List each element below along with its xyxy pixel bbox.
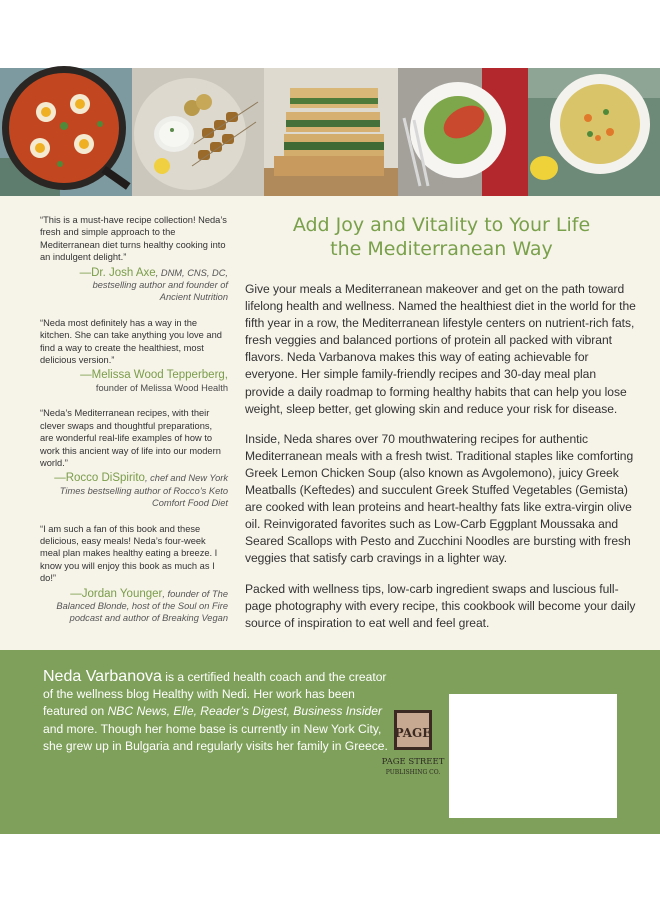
quote-jordan-younger: [40, 523, 228, 625]
quote-attribution: —Dr. Josh Axe, DNM, CNS, DC, bestselling author and founder of Ancient Nutrition: [79, 266, 228, 303]
quote-attribution: —Jordan Younger, founder of The Balanced Blonde, host of the Soul on Fire podcast and author of Breaking Vegan: [56, 587, 228, 624]
svg-text:PAGE STREET: PAGE STREET: [381, 757, 445, 767]
quote-author: —Jordan Younger: [70, 587, 163, 600]
paragraph: Packed with wellness tips, low-carb ingredient swaps and luscious full-page photography with every recipe, this cookbook will become your daily source of inspiration to eat well and feel great.: [245, 581, 636, 630]
author-bio: Neda Varbanova is a certified health coach and the creator of the wellness blog Healthy with Nedi. Her work has been featured on NBC News, Elle, Reader’s Digest, Business Insider and more. Though her home base is currently in New York City, she grew up in Bulgaria and regularly visits her family in Greece.: [43, 668, 388, 753]
quote-author: —Rocco DiSpirito: [54, 472, 145, 485]
author-footer: [0, 650, 660, 834]
photo-spanakopita: [264, 68, 398, 196]
quote-text: “I am such a fan of this book and these delicious, easy meals! Neda’s four-week meal plan makes healthy eating a breeze. I know you will enjoy this book as much as I do!”: [40, 523, 218, 584]
barcode-area: [449, 694, 617, 818]
quote-text: “Neda most definitely has a way in the kitchen. She can take anything you love and find a way to create the healthiest, most delicious version.”: [40, 317, 222, 366]
quote-melissa-wood: [40, 317, 228, 394]
photo-skewers: [132, 68, 264, 196]
quote-author: —Dr. Josh Axe: [79, 266, 156, 279]
quote-rocco-dispirito: [40, 407, 228, 509]
main-description: [245, 213, 638, 645]
headline-line-1: Add Joy and Vitality to Your Life: [292, 214, 591, 236]
quote-attribution: —Melissa Wood Tepperberg, founder of Melissa Wood Health: [80, 369, 228, 393]
food-photo-strip: [0, 68, 660, 196]
paragraph: Inside, Neda shares over 70 mouthwatering recipes for authentic Mediterranean meals with a fresh twist. Traditional staples like comforting Greek Lemon Chicken Soup (also known as Avgolemono), juicy Greek Meatballs (Keftedes) and succulent Greek Stuffed Vegetables (Gemista) are cooked with lean proteins and heart-healthy fats like extra-virgin olive oil. Reinvigorated favorites such as Low-Carb Eggplant Moussaka and Seared Scallops with Pesto and Zucchini Noodles are bursting with fresh veggies that satisfy carb cravings in a lighter way.: [245, 431, 634, 566]
media-outlets: NBC News, Elle, Reader’s Digest, Business Insider: [107, 704, 383, 719]
headline-line-2: the Mediterranean Way: [330, 238, 553, 260]
author-name: Neda Varbanova: [43, 668, 162, 685]
quote-author: —Melissa Wood Tepperberg,: [80, 369, 228, 382]
publisher-logo: [381, 708, 445, 818]
photo-lemon-soup: [528, 68, 660, 196]
quote-josh-axe: [40, 214, 228, 304]
quote-attribution: —Rocco DiSpirito, chef and New York Times bestselling author of Rocco’s Keto Comfort Food Diet: [54, 472, 228, 509]
back-cover: [0, 68, 660, 834]
svg-text:PUBLISHING CO.: PUBLISHING CO.: [385, 769, 441, 776]
praise-quotes: [40, 214, 228, 638]
description-paragraphs: [245, 281, 638, 632]
svg-text:PAGE: PAGE: [394, 726, 432, 740]
photo-shakshuka: [0, 68, 132, 196]
paragraph: Give your meals a Mediterranean makeover and get on the path toward lifelong health and wellness. Named the healthiest diet in the world for the fifth year in a row, the Mediterranean lifestyle centers on nutrient-rich fats, fresh veggies and balanced portions of protein all packed with vibrant flavors. Neda Varbanova makes this way of eating achievable for everyone. Her simple family-friendly recipes and 30-day meal plan provide a daily roadmap to forming healthy habits that can help you lose weight, sleep better, get glowing skin and reduce your risk for disease.: [245, 282, 636, 416]
quote-text: “This is a must-have recipe collection! Neda’s fresh and simple approach to the Mediterranean diet turns healthy cooking into an indulgent delight.”: [40, 215, 227, 263]
photo-zucchini-noodles: [398, 68, 528, 196]
quote-text: “Neda’s Mediterranean recipes, with their clever swaps and thoughtful preparations, are wonderful real-life examples of how to work this ancient way of life into our modern world.”: [40, 408, 221, 468]
